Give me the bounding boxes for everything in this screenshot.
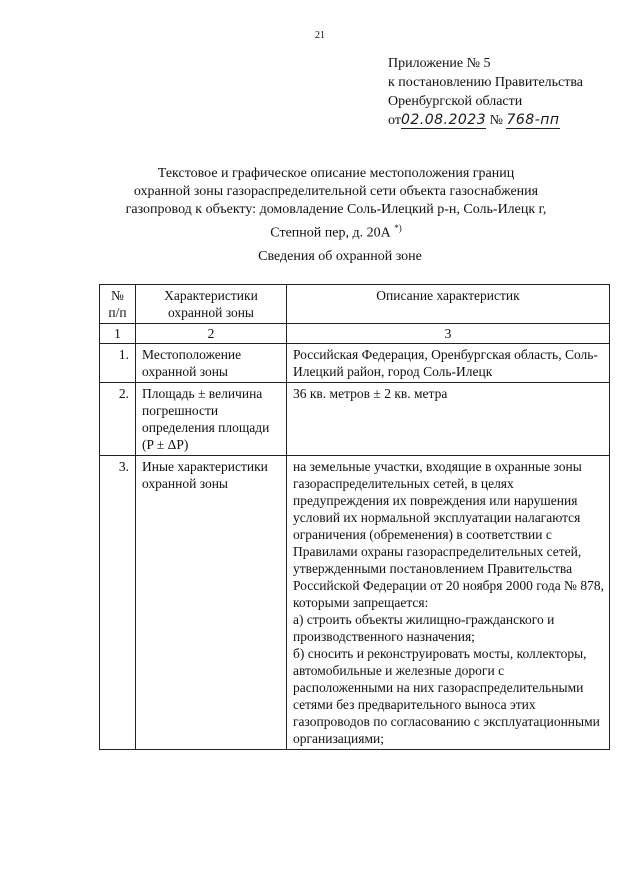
index-cell: 2 [136, 324, 287, 344]
date-prefix: от [388, 113, 401, 128]
index-cell: 3 [287, 324, 610, 344]
restriction-item-b: б) сносить и реконструировать мосты, коллекторы, автомобильные и железные дороги с расположенными на них газораспределительными сетями без предварительного выноса этих газопроводов по согласованию с эксплуатационными организациями; [293, 646, 600, 746]
header-description: Описание характеристик [287, 285, 610, 324]
title-line-2: охранной зоны газораспределительной сети объекта газоснабжения [133, 184, 539, 199]
appendix-line-2: к постановлению Правительства [388, 75, 584, 90]
footnote-mark: *) [394, 223, 402, 233]
table-row [100, 344, 610, 383]
restriction-item-a: а) строить объекты жилищно-гражданского и производственного назначения; [293, 612, 555, 644]
title-address: Степной пер, д. 20А [270, 225, 391, 241]
header-characteristic: Характеристики охранной зоны [136, 285, 287, 324]
number-sign: № [489, 113, 503, 128]
row-characteristic: Иные характеристики охранной зоны [136, 456, 287, 750]
table-index-row [100, 324, 610, 344]
zone-info-table [99, 284, 610, 750]
table-header-row [100, 285, 610, 324]
header-num: № п/п [100, 285, 136, 324]
row-description [287, 456, 610, 750]
appendix-line-3: Оренбургской области [388, 94, 523, 109]
row-num: 1. [100, 344, 136, 383]
title-line-1: Текстовое и графическое описание местоположения границ [157, 166, 515, 181]
row-num: 2. [100, 383, 136, 456]
row-description: Российская Федерация, Оренбургская область, Соль-Илецкий район, город Соль-Илецк [287, 344, 610, 383]
title-line-3: газопровод к объекту: домовладение Соль-Илецкий р-н, Соль-Илецк г, [125, 202, 547, 217]
section-subtitle: Сведения об охранной зоне [258, 249, 422, 264]
table-row [100, 456, 610, 750]
table-row [100, 383, 610, 456]
appendix-block [388, 54, 583, 130]
row-num: 3. [100, 456, 136, 750]
handwritten-date: 02.08.2023 [400, 112, 487, 128]
row-characteristic: Местоположение охранной зоны [136, 344, 287, 383]
page-number: 21 [315, 30, 325, 41]
index-cell: 1 [100, 324, 136, 344]
restrictions-intro: на земельные участки, входящие в охранные зоны газораспределительных сетей, в целях предупреждения их повреждения или нарушения условий их нормальной эксплуатации налагаются ограничения (обременения) в соответствии с Правилами охраны газораспределительных сетей, утвержденными постановлением Правительства Российской Федерации от 20 ноября 2000 года № 878, которыми запрещается: [293, 459, 604, 610]
appendix-date-line [388, 111, 583, 130]
appendix-line-1: Приложение № 5 [388, 56, 491, 71]
handwritten-number: 768-пп [506, 112, 560, 128]
title-line-4 [110, 219, 562, 243]
row-characteristic: Площадь ± величина погрешности определения площади (P ± ΔP) [136, 383, 287, 456]
document-title [110, 165, 562, 243]
row-description: 36 кв. метров ± 2 кв. метра [287, 383, 610, 456]
